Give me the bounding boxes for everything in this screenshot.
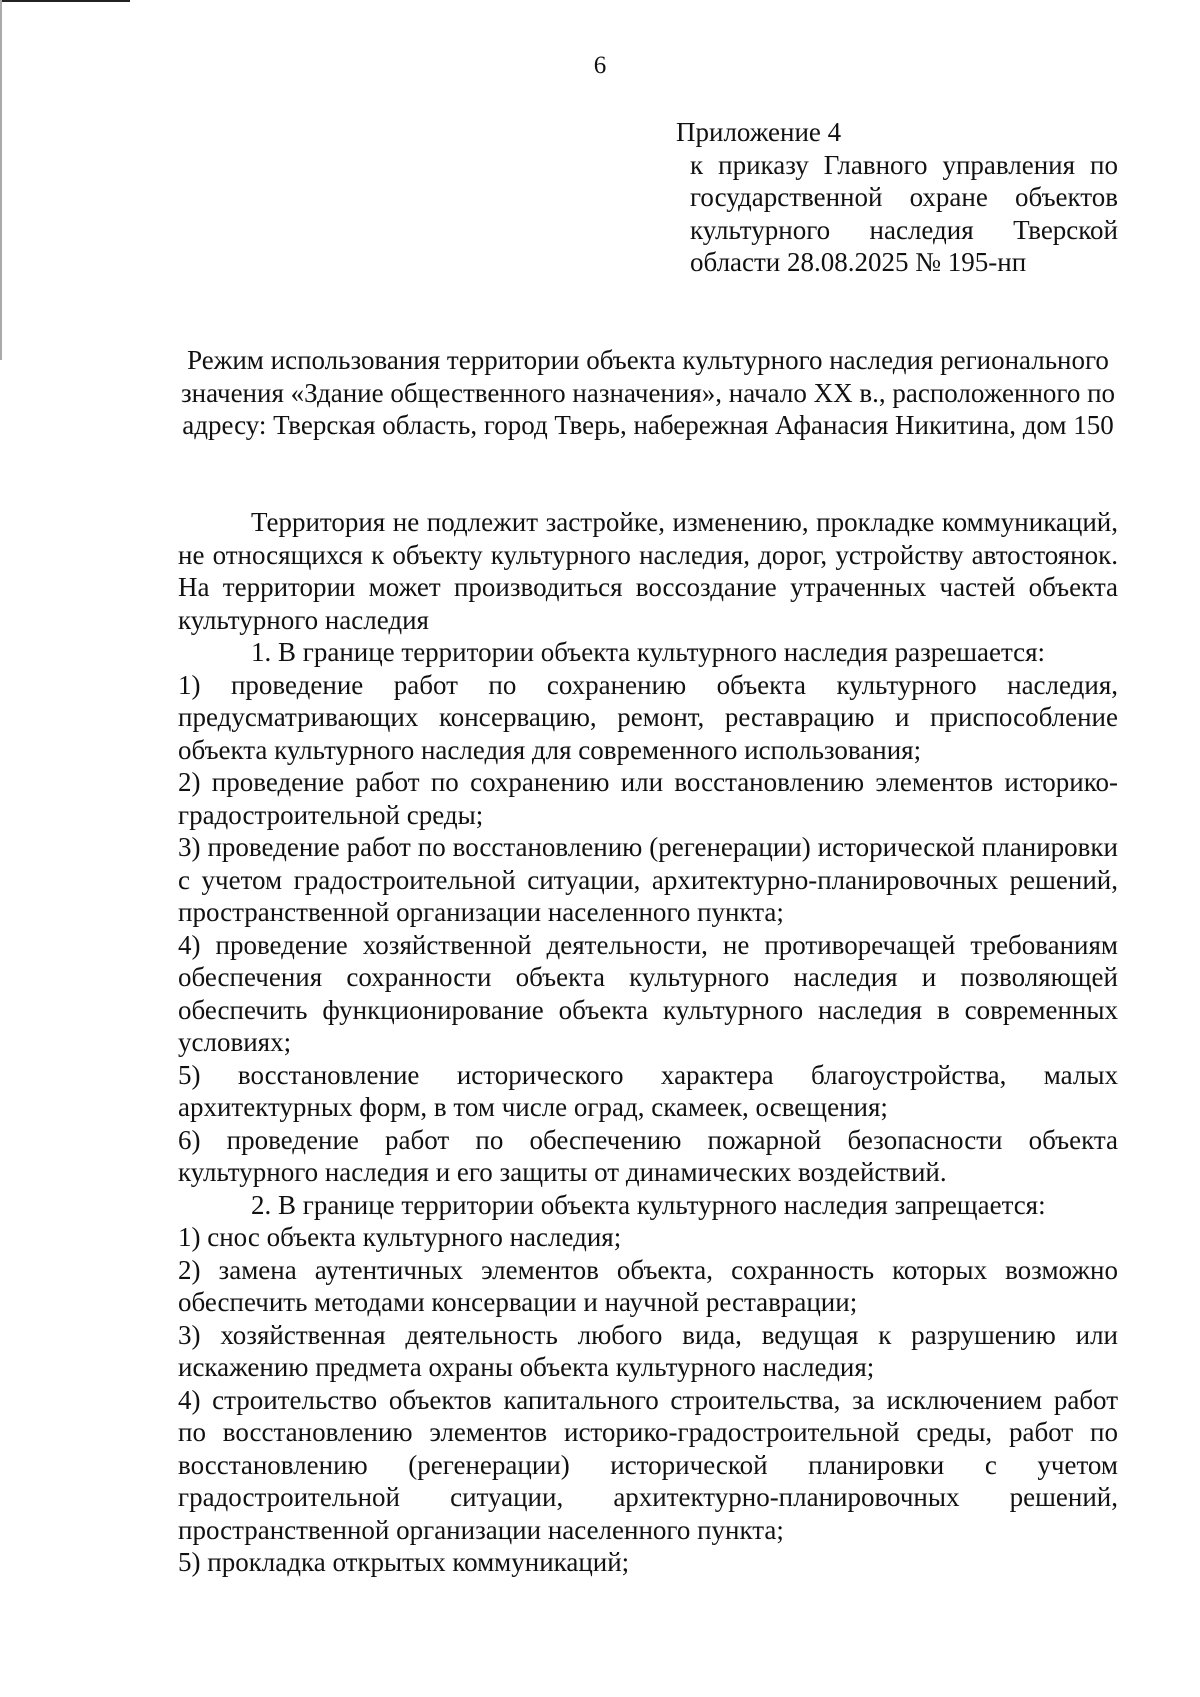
intro-paragraph: Территория не подлежит застройке, изменению, прокладке коммуникаций, не относящихся к объекту культурного наследия, дорог, устройству автостоянок. На территории может производиться воссоздание утраченных частей объекта культурного наследия	[178, 507, 1118, 635]
scan-edge-line	[0, 0, 130, 2]
section-1-item: 6) проведение работ по обеспечению пожарной безопасности объекта культурного наследия и его защиты от динамических воздействий.	[178, 1124, 1118, 1187]
section-2-item: 5) прокладка открытых коммуникаций;	[178, 1547, 630, 1577]
appendix-text: к приказу Главного управления по государственной охране объектов культурного наследия Тверской области 28.08.2025 № 195-нп	[690, 149, 1118, 277]
document-body	[178, 506, 1118, 1579]
appendix-block	[676, 116, 1118, 279]
section-1-item: 2) проведение работ по сохранению или восстановлению элементов историко-градостроительной среды;	[178, 767, 1118, 830]
section-1-item: 3) проведение работ по восстановлению (регенерации) исторической планировки с учетом градостроительной ситуации, архитектурно-планировочных решений, пространственной организации населенного пункта;	[178, 832, 1118, 927]
document-title: Режим использования территории объекта культурного наследия регионального значения «Здание общественного назначения», начало XX в., расположенного по адресу: Тверская область, город Тверь, набережная Афанасия Никитина, дом 150	[180, 345, 1116, 440]
section-2-item: 1) снос объекта культурного наследия;	[178, 1222, 622, 1252]
section-1-item: 4) проведение хозяйственной деятельности, не противоречащей требованиям обеспечения сохранности объекта культурного наследия и позволяющей обеспечить функционирование объекта культурного наследия в современных условиях;	[178, 929, 1118, 1057]
section-1-item: 1) проведение работ по сохранению объекта культурного наследия, предусматривающих консервацию, ремонт, реставрацию и приспособление объекта культурного наследия для современного использования;	[178, 669, 1118, 765]
page-number: 6	[593, 52, 607, 79]
section-1-heading: 1. В границе территории объекта культурного наследия разрешается:	[251, 637, 1046, 667]
section-2-item: 2) замена аутентичных элементов объекта, сохранность которых возможно обеспечить методами консервации и научной реставрации;	[178, 1254, 1118, 1317]
section-2-item: 4) строительство объектов капитального строительства, за исключением работ по восстановлению элементов историко-градостроительной среды, работ по восстановлению (регенерации) исторической планировки с учетом градостроительной ситуации, архитектурно-планировочных решений, пространственной организации населенного пункта;	[178, 1384, 1118, 1545]
section-2-item: 3) хозяйственная деятельность любого вида, ведущая к разрушению или искажению предмета охраны объекта культурного наследия;	[178, 1319, 1118, 1382]
section-1-item: 5) восстановление исторического характера благоустройства, малых архитектурных форм, в том числе оград, скамеек, освещения;	[178, 1059, 1118, 1122]
section-2-heading: 2. В границе территории объекта культурного наследия запрещается:	[251, 1189, 1046, 1220]
appendix-title: Приложение 4	[676, 117, 842, 147]
